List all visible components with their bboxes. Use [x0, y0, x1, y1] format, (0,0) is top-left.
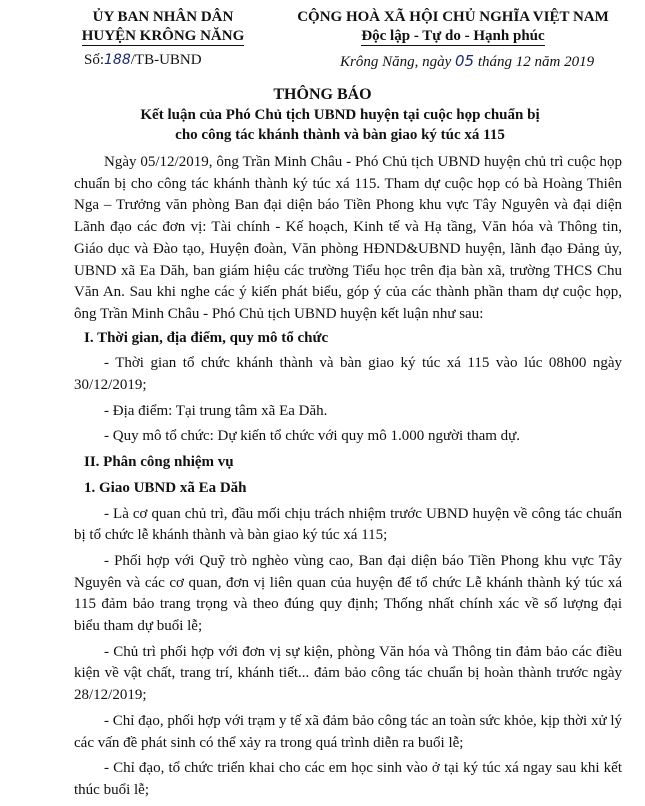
- document-body: [74, 152, 622, 806]
- authority-line-1: ỦY BAN NHÂN DÂN: [92, 9, 234, 25]
- doc-number-suffix: /TB-UBND: [130, 52, 202, 68]
- section-1-item: - Quy mô tổ chức: Dự kiến tổ chức với quy mô 1.000 người tham dự.: [104, 428, 521, 445]
- issuing-authority: [58, 8, 268, 46]
- date-line: [340, 52, 594, 71]
- authority-line-2: HUYỆN KRÔNG NĂNG: [81, 28, 245, 44]
- national-header: [268, 8, 638, 46]
- national-motto: Độc lập - Tự do - Hạnh phúc: [361, 28, 545, 44]
- section-2-item: - Chủ trì phối hợp với đơn vị sự kiện, phòng Văn hóa và Thông tin đảm bảo các điều kiện về vật chất, trang trí, khánh tiết... đảm bảo công tác chuẩn bị hoàn thành trước ngày 28/12/2019;: [74, 643, 622, 704]
- section-2-item: - Chỉ đạo, tổ chức triển khai cho các em học sinh vào ở tại ký túc xá ngay sau khi kết thúc buổi lễ;: [74, 760, 622, 798]
- document-title: THÔNG BÁO: [273, 86, 372, 103]
- section-1-heading: I. Thời gian, địa điểm, quy mô tổ chức: [84, 329, 329, 346]
- subtitle-line-1: Kết luận của Phó Chủ tịch UBND huyện tại cuộc họp chuẩn bị: [140, 107, 540, 123]
- subsection-1-heading: 1. Giao UBND xã Ea Dăh: [84, 479, 247, 496]
- document-number: [84, 52, 202, 69]
- date-suffix: tháng 12 năm 2019: [474, 54, 595, 70]
- section-1-item: - Thời gian tổ chức khánh thành và bàn giao ký túc xá 115 vào lúc 08h00 ngày 30/12/2019;: [74, 355, 622, 394]
- document-subtitle: [60, 105, 620, 145]
- doc-number-prefix: Số:: [84, 52, 105, 68]
- national-title: CỘNG HOÀ XÃ HỘI CHỦ NGHĨA VIỆT NAM: [297, 9, 609, 25]
- subtitle-line-2: cho công tác khánh thành và bàn giao ký túc xá 115: [175, 127, 505, 143]
- section-2-item: - Chỉ đạo, phối hợp với trạm y tế xã đảm bảo công tác an toàn sức khỏe, kịp thời xử lý các vấn đề phát sinh có thể xảy ra trong quá trình diễn ra buổi lễ;: [74, 712, 622, 751]
- date-day-handwritten: 05: [455, 52, 475, 70]
- date-prefix: Krông Năng, ngày: [340, 54, 456, 70]
- section-2-item: - Là cơ quan chủ trì, đầu mối chịu trách nhiệm trước UBND huyện về công tác chuẩn bị tổ chức lễ khánh thành và bàn giao ký túc xá 115;: [74, 505, 622, 544]
- section-2-item: - Phối hợp với Quỹ trò nghèo vùng cao, Ban đại diện báo Tiền Phong khu vực Tây Nguyên và các cơ quan, đơn vị liên quan của huyện để tổ chức Lễ khánh thành ký túc xá 115 đảm bảo trang trọng và theo đúng quy định; Thống nhất chính xác về số lượng đại biểu tham dự buổi lễ;: [74, 552, 622, 635]
- section-1-item: - Địa điểm: Tại trung tâm xã Ea Dăh.: [104, 402, 328, 419]
- doc-number-handwritten: 188: [104, 52, 131, 68]
- intro-paragraph: Ngày 05/12/2019, ông Trần Minh Châu - Phó Chủ tịch UBND huyện chủ trì cuộc họp chuẩn bị cho công tác khánh thành ký túc xá 115. Tham dự cuộc họp có bà Hoàng Thiên Nga – Trưởng văn phòng Ban đại diện báo Tiền Phong khu vực Tây Nguyên và đại diện Lãnh đạo các đơn vị: Tài chính - Kế hoạch, Kinh tế và Hạ tầng, Văn hóa và Thông tin, Giáo dục và Đào tạo, Huyện đoàn, Văn phòng HĐND&UBND huyện, lãnh đạo Đảng ủy, UBND xã Ea Dăh, ban giám hiệu các trường Tiểu học trên địa bàn xã, trường THCS Chu Văn An. Sau khi nghe các ý kiến phát biểu, góp ý của các thành phần tham dự cuộc họp, ông Trần Minh Châu - Phó Chủ tịch UBND huyện kết luận như sau:: [74, 154, 622, 322]
- section-2-heading: II. Phân công nhiệm vụ: [84, 454, 234, 471]
